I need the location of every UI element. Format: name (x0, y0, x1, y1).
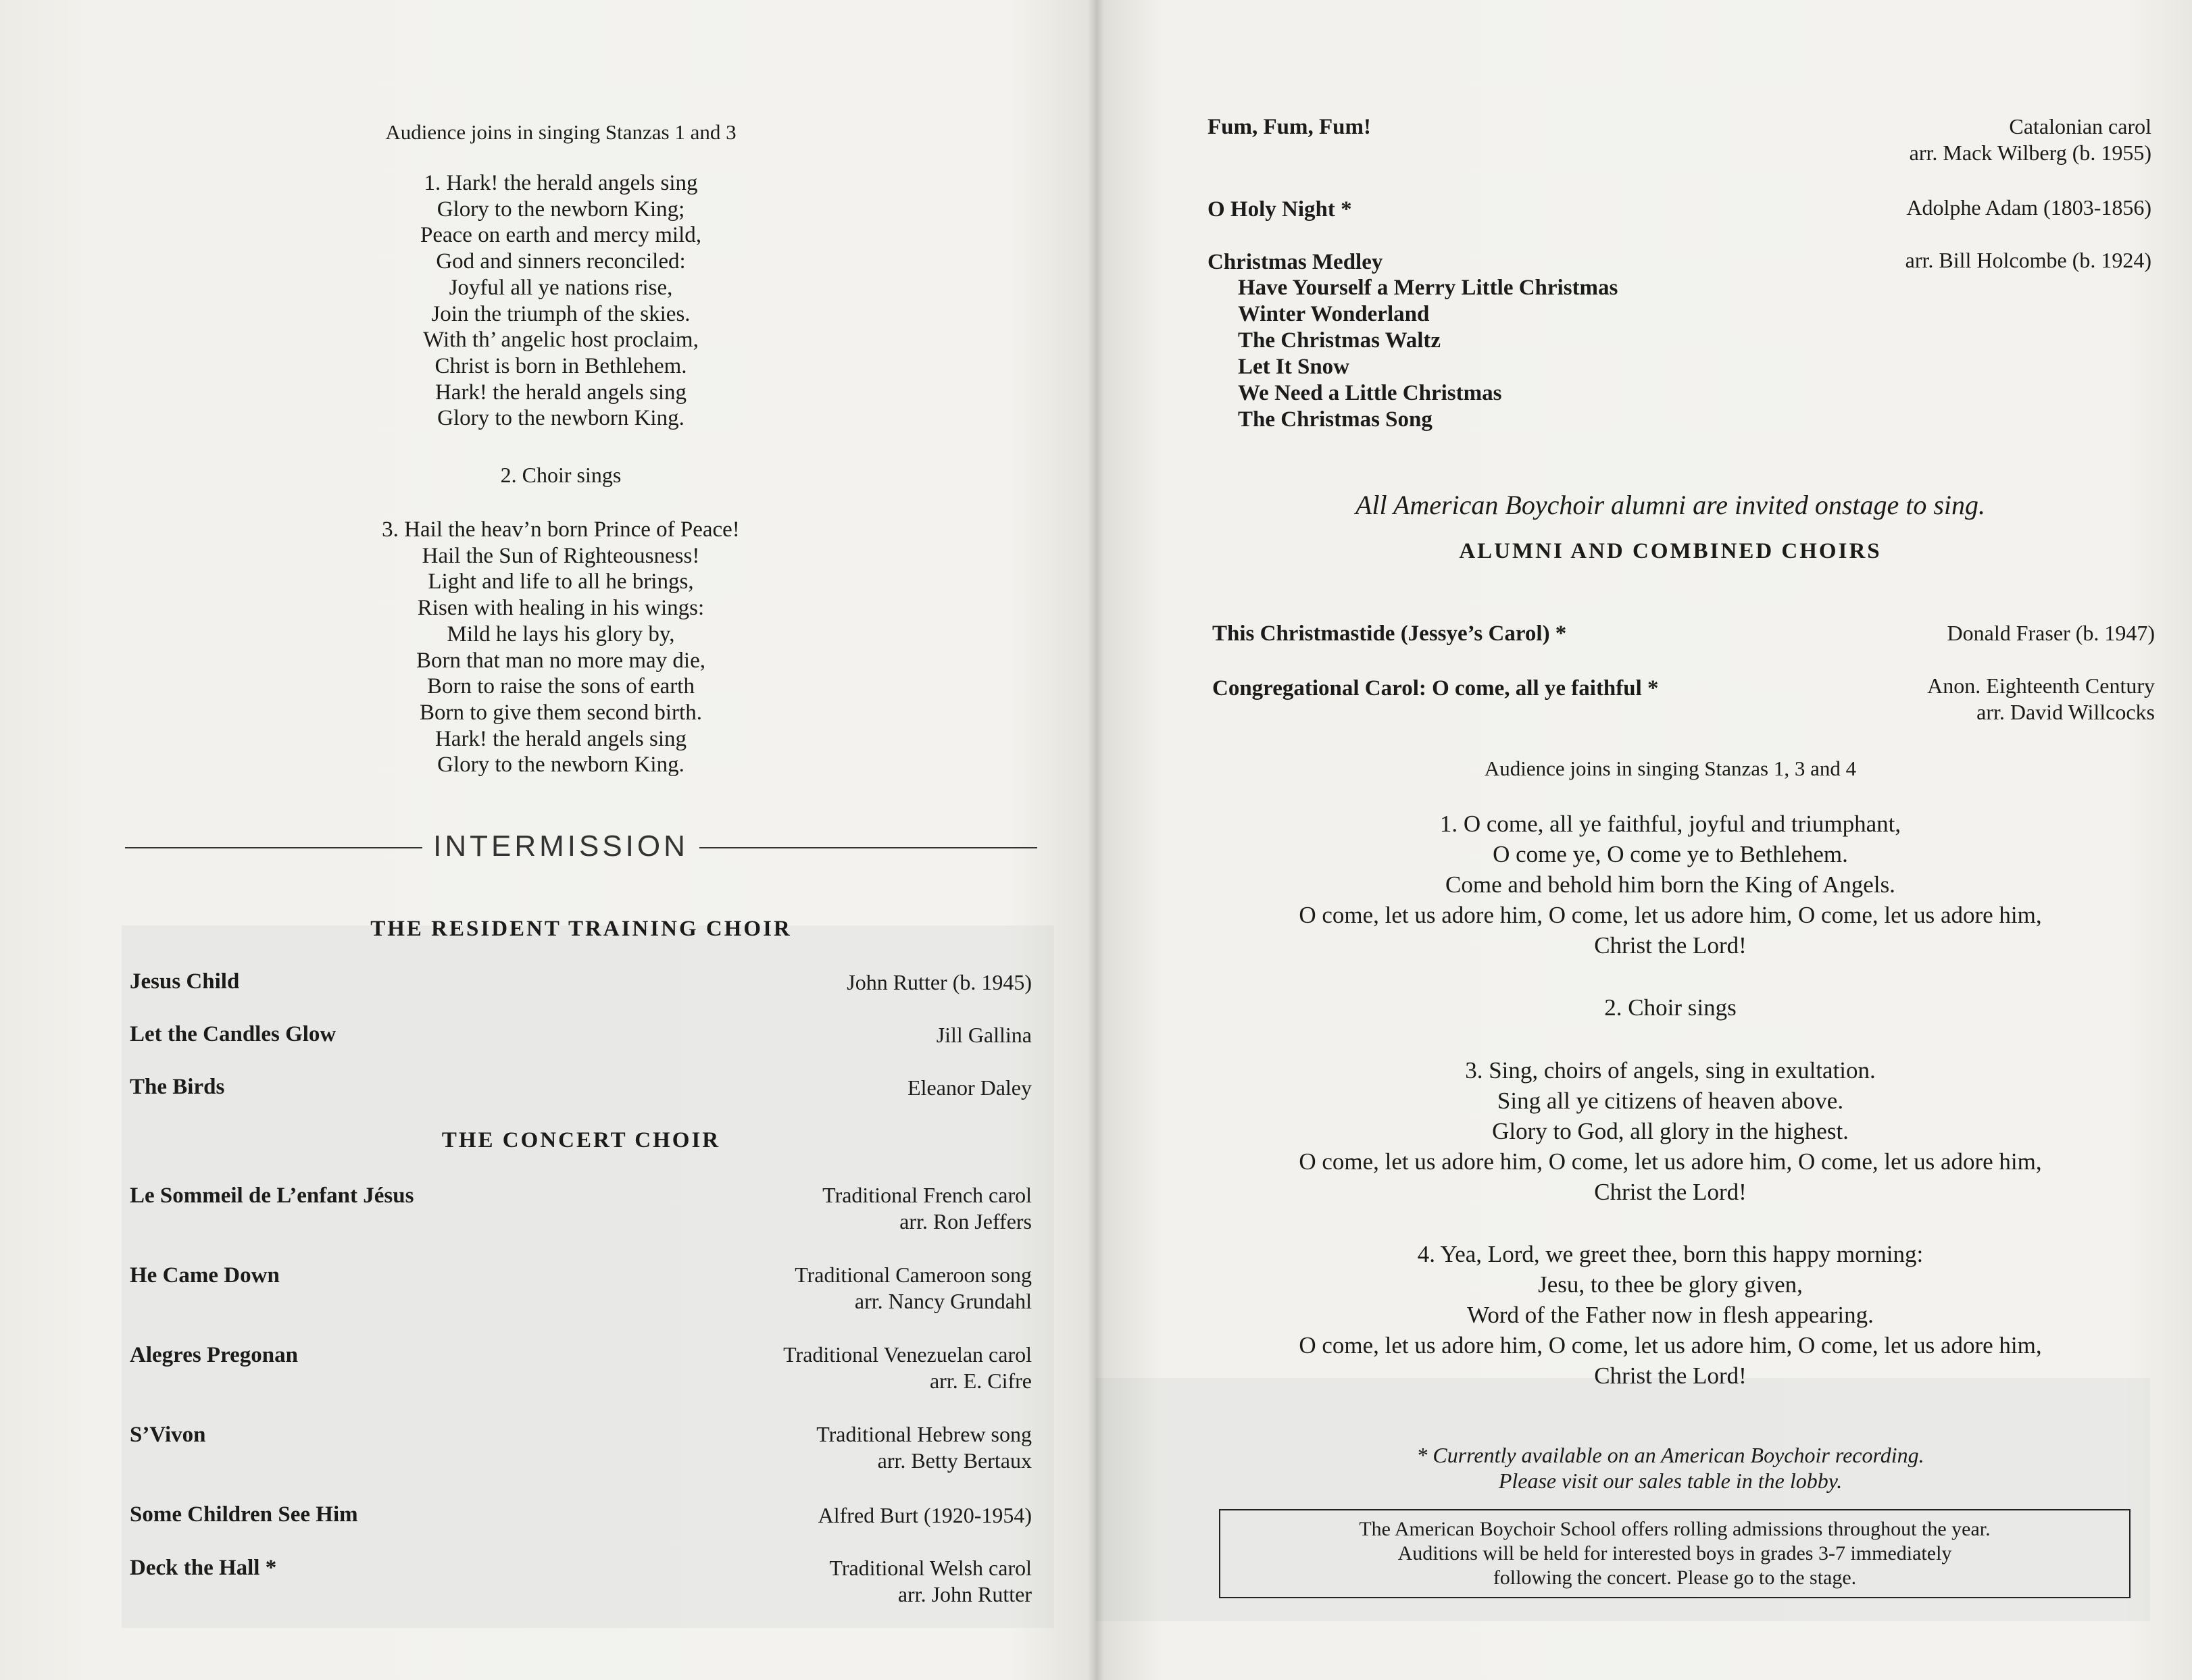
composer-line: Eleanor Daley (907, 1075, 1032, 1100)
piece-composer (907, 1075, 1032, 1101)
notice-line: The American Boychoir School offers rolling admissions throughout the year. (1359, 1518, 1991, 1540)
piece-title: This Christmastide (Jessye’s Carol) * (1212, 621, 1567, 646)
lyric-line: Mild he lays his glory by, (447, 621, 675, 646)
medley-song: The Christmas Waltz (1238, 328, 1441, 353)
lyric-line: O come, let us adore him, O come, let us adore him, O come, let us adore him, (1299, 1148, 2042, 1175)
composer-line: arr. Nancy Grundahl (854, 1289, 1032, 1313)
composer-line: Jill Gallina (936, 1023, 1032, 1047)
piece-title: Congregational Carol: O come, all ye faithful * (1212, 676, 1659, 701)
lyric-line: Glory to God, all glory in the highest. (1492, 1118, 1849, 1144)
composer-line: Traditional French carol (822, 1183, 1032, 1207)
composer-line: Traditional Cameroon song (795, 1263, 1032, 1287)
piece-composer (822, 1182, 1032, 1235)
lyric-line: Glory to the newborn King. (437, 753, 684, 778)
medley-song: Have Yourself a Merry Little Christmas (1238, 276, 1618, 300)
stanza-2: 2. Choir sings (500, 463, 622, 487)
piece-title: Jesus Child (130, 969, 240, 994)
medley-songs (1238, 275, 1618, 433)
composer-line: arr. David Willcocks (1976, 700, 2155, 724)
footnote-line: Please visit our sales table in the lobby. (1498, 1469, 1843, 1493)
piece-title: Fum, Fum, Fum! (1207, 115, 1371, 139)
lyric-line: Christ the Lord! (1594, 1179, 1747, 1205)
stanza-3 (1164, 1055, 2177, 1207)
lyric-line: With th’ angelic host proclaim, (423, 328, 699, 353)
lyric-line: Christ the Lord! (1594, 1363, 1747, 1389)
stanza-1 (1164, 809, 2177, 961)
lyric-line: Jesu, to thee be glory given, (1538, 1271, 1803, 1298)
notice-line: Auditions will be held for interested boys in grades 3-7 immediately (1397, 1542, 1952, 1564)
composer-line: John Rutter (b. 1945) (847, 970, 1032, 994)
piece-composer (1947, 620, 2155, 646)
lyric-line: Hark! the herald angels sing (434, 726, 687, 751)
composer-line: Traditional Hebrew song (816, 1422, 1032, 1446)
lyric-line: Born that man no more may die, (416, 648, 705, 673)
piece-composer (816, 1421, 1032, 1474)
lyric-line: O come ye, O come ye to Bethlehem. (1493, 841, 1848, 867)
lyric-line: Joyful all ye nations rise, (449, 275, 673, 300)
lyric-line: Christ the Lord! (1594, 932, 1747, 959)
lyric-line: 4. Yea, Lord, we greet thee, born this happy morning: (1417, 1241, 1924, 1267)
lyric-line: God and sinners reconciled: (436, 249, 686, 274)
lyric-line: Risen with healing in his wings: (417, 596, 705, 621)
medley-song: We Need a Little Christmas (1238, 381, 1502, 405)
piece-composer (1910, 113, 2151, 166)
stanza-2: 2. Choir sings (1604, 994, 1737, 1021)
piece-composer (937, 1022, 1032, 1048)
alumni-heading: ALUMNI AND COMBINED CHOIRS (1459, 539, 1882, 563)
lyric-line: 1. Hark! the herald angels sing (424, 171, 698, 195)
piece-title: He Came Down (130, 1263, 280, 1288)
medley-song: Let It Snow (1238, 355, 1350, 379)
lyric-line: O come, let us adore him, O come, let us adore him, O come, let us adore him, (1299, 902, 2042, 928)
lyric-line: Word of the Father now in flesh appearing. (1467, 1302, 1874, 1328)
lyric-line: Sing all ye citizens of heaven above. (1497, 1088, 1844, 1114)
lyric-line: Light and life to all he brings, (428, 569, 694, 594)
composer-line: Donald Fraser (b. 1947) (1947, 621, 2155, 645)
lyric-line: Christ is born in Bethlehem. (434, 353, 687, 378)
composer-line: Alfred Burt (1920-1954) (818, 1503, 1032, 1527)
medley-song: The Christmas Song (1238, 407, 1433, 432)
piece-composer (783, 1342, 1032, 1394)
admissions-notice (1219, 1509, 2131, 1598)
lyric-line: O come, let us adore him, O come, let us adore him, O come, let us adore him, (1299, 1332, 2042, 1358)
concert-choir-heading: THE CONCERT CHOIR (441, 1128, 721, 1152)
composer-line: Anon. Eighteenth Century (1927, 673, 2155, 698)
lyric-line: 3. Sing, choirs of angels, sing in exultation. (1465, 1057, 1876, 1084)
lyric-line: Born to raise the sons of earth (427, 674, 695, 699)
recording-footnote (1164, 1442, 2177, 1494)
footnote-line: * Currently available on an American Boychoir recording. (1416, 1443, 1924, 1467)
piece-title: The Birds (130, 1075, 225, 1099)
intermission-heading: INTERMISSION (433, 830, 689, 863)
piece-composer (847, 969, 1032, 996)
lyric-line: Glory to the newborn King; (437, 197, 685, 222)
divider-line (125, 847, 422, 848)
composer-line: arr. Betty Bertaux (877, 1448, 1032, 1473)
piece-composer (818, 1502, 1032, 1529)
audience-instruction: Audience joins in singing Stanzas 1, 3 and 4 (1484, 757, 1857, 780)
composer-line: Catalonian carol (2009, 114, 2151, 138)
divider-line (699, 847, 1037, 848)
medley-title: Christmas Medley (1207, 250, 1383, 274)
lyric-line: Join the triumph of the skies. (431, 301, 691, 326)
lyric-line: Hail the Sun of Righteousness! (422, 543, 700, 568)
lyric-line: Hark! the herald angels sing (434, 380, 687, 405)
audience-instruction: Audience joins in singing Stanzas 1 and 3 (385, 120, 737, 144)
piece-composer (1927, 673, 2155, 726)
lyric-line: Born to give them second birth. (420, 700, 702, 725)
piece-title: Alegres Pregonan (130, 1343, 298, 1367)
alumni-note: All American Boychoir alumni are invited onstage to sing. (1355, 490, 1986, 520)
piece-title: Some Children See Him (130, 1502, 358, 1527)
piece-title: O Holy Night * (1207, 197, 1352, 222)
right-page (1096, 0, 2192, 1680)
lyric-line: 3. Hail the heav’n born Prince of Peace! (382, 517, 740, 542)
lyric-line: Glory to the newborn King. (437, 406, 684, 431)
lyric-line: 1. O come, all ye faithful, joyful and triumphant, (1439, 811, 1901, 837)
composer-line: Adolphe Adam (1803-1856) (1906, 195, 2151, 220)
composer-line: Traditional Venezuelan carol (783, 1342, 1032, 1367)
stanza-4 (1164, 1239, 2177, 1391)
composer-line: arr. Ron Jeffers (899, 1209, 1032, 1233)
stanza-1 (270, 170, 851, 432)
medley-song: Winter Wonderland (1238, 302, 1430, 326)
composer-line: Traditional Welsh carol (829, 1556, 1032, 1580)
piece-title: Deck the Hall * (130, 1556, 277, 1580)
lyric-line: Come and behold him born the King of Angels. (1445, 871, 1895, 898)
medley-composer: arr. Bill Holcombe (b. 1924) (1905, 248, 2151, 272)
composer-line: arr. E. Cifre (929, 1369, 1032, 1393)
composer-line: arr. Mack Wilberg (b. 1955) (1909, 141, 2151, 165)
stanza-3 (270, 517, 851, 778)
resident-choir-heading: THE RESIDENT TRAINING CHOIR (370, 917, 792, 941)
piece-composer (795, 1262, 1032, 1315)
lyric-line: Peace on earth and mercy mild, (420, 223, 701, 248)
notice-line: following the concert. Please go to the stage. (1493, 1567, 1857, 1589)
piece-title: Le Sommeil de L’enfant Jésus (130, 1183, 414, 1208)
composer-line: arr. John Rutter (897, 1582, 1032, 1606)
piece-composer (829, 1555, 1032, 1608)
piece-composer (1906, 195, 2151, 221)
book-spine (1088, 0, 1104, 1680)
piece-title: Let the Candles Glow (130, 1022, 337, 1046)
piece-title: S’Vivon (130, 1423, 206, 1447)
